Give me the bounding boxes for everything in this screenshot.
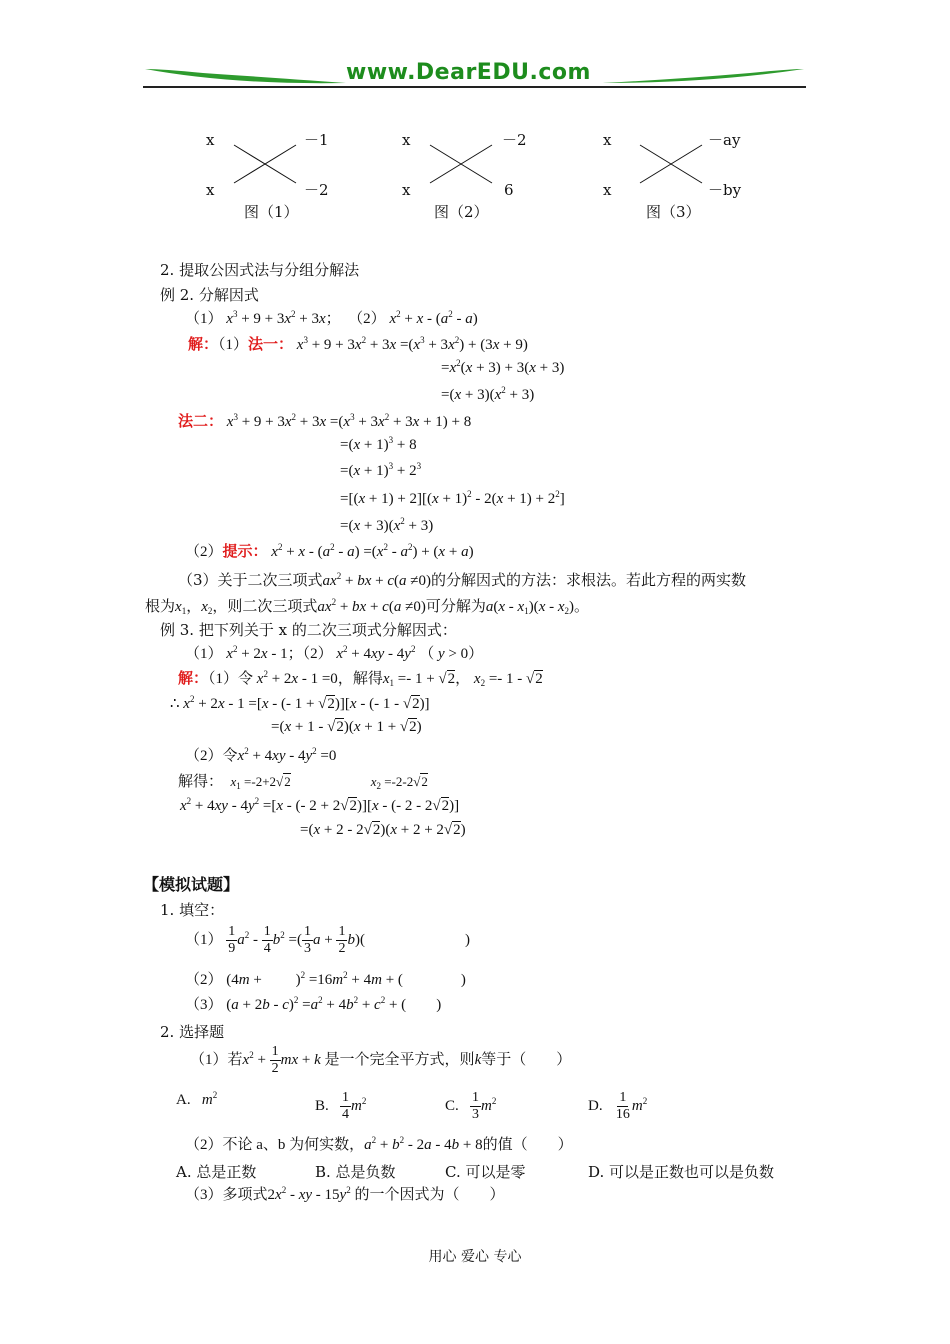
site-logo: www.DearEDU.com [346, 60, 591, 85]
fill-item-2: （2） $(4m + )^2 =16m^2 + 4m$ + ( ) [185, 970, 466, 988]
diagram-label: x [603, 131, 612, 149]
text: 可分解为 [425, 597, 486, 615]
choice-question-2: （2）不论 a、b 为何实数，$a^2 + b^2 - 2a - 4b + 8$的值（ ） [185, 1135, 573, 1153]
text: ，解得 [337, 671, 383, 687]
method-two-line-4: $=[(x + 1) + 2][(x + 1)^2 - 2(x + 1) + 2^2]$ [340, 489, 565, 507]
cross-lines [232, 143, 298, 185]
text: 等于（ ） [481, 1051, 572, 1068]
text: ，则二次三项式 [212, 597, 318, 615]
diagram-label: －ay [708, 131, 741, 149]
text: 的值（ ） [482, 1137, 573, 1153]
solution-line-2: $=x^2(x + 3) + 3(x + 3)$ [441, 358, 565, 376]
method-two-line-5: $=(x + 3)(x^2 + 3)$ [340, 516, 434, 534]
text: （3）关于二次三项式 [178, 571, 323, 589]
fill-item-1: （1） $\frac{1}{9}$ $a^2$ - $\frac{1}{4}$ $b^2$ =( $\frac{1}{3}$ a + $\frac{1}{2}$ b)( ) [185, 924, 470, 956]
method-two-label: 法二： [178, 414, 224, 430]
diagram-label: x [206, 131, 215, 149]
header-swoosh-right [600, 63, 806, 87]
choice-q1-option-c[interactable]: C. $\frac{1}{3}$ $m^2$ [445, 1090, 497, 1122]
problem-line: （1） $x^3 + 9 + 3x^2 + 3x$； （2） $x^2 + x - (a^2 - a)$ [185, 309, 478, 327]
diagram-caption: 图（2） [434, 203, 489, 221]
diagram-label: －1 [304, 131, 329, 149]
diagram-label: 6 [504, 181, 514, 199]
choice-q2-option-a[interactable]: A. 总是正数 [176, 1163, 257, 1181]
cross-lines [638, 143, 704, 185]
text: （1）令 [208, 671, 254, 687]
choice-q2-option-d[interactable]: D. 可以是正数也可以是负数 [588, 1163, 775, 1181]
diagram-label: －2 [304, 181, 329, 199]
section-heading: 2. 提取公因式法与分组分解法 [160, 261, 360, 279]
diagram-caption: 图（1） [244, 203, 299, 221]
example-heading: 例 2. 分解因式 [160, 286, 259, 304]
example-3-heading: 例 3. 把下列关于 x 的二次三项式分解因式： [160, 621, 457, 639]
fill-item-3: （3） $(a + 2b - c)^2 =a^2 + 4b^2 + c^2$ + ( ) [185, 995, 442, 1013]
choice-question-3: （3）多项式$2x^2$ - xy - $15y^2$ 的一个因式为（ ） [185, 1185, 505, 1203]
choice-q1-option-b[interactable]: B. $\frac{1}{4}$ $m^2$ [315, 1090, 367, 1122]
method-two-line-3: $=(x + 1)^3 + 2^3$ [340, 461, 422, 479]
method-two-line-1: 法二： $x^3 + 9 + 3x^2 + 3x =(x^3 + 3x^2 + 3x + 1) + 8$ [178, 412, 472, 430]
text: 根为 [145, 597, 176, 615]
diagram-label: －by [708, 181, 742, 199]
example-3-solution-4: （2）令$x^2 + 4xy - 4y^2 =0$ [185, 746, 337, 764]
diagram-label: x [402, 181, 411, 199]
example-3-problems: （1） $x^2 + 2x - 1$；（2） $x^2 + 4xy - 4y^2$ （ y > 0） [185, 644, 484, 662]
paragraph-3-line-2: 根为$x_1$，$x_2$，则二次三项式$ax^2$ + bx + c(a ≠0)可分解为$a(x - x_1)(x - x_2)$。 [145, 597, 590, 616]
example-3-solution-5: 解得： $x_1 =-2+2√2$ $x_2 =-2-2√2$ [178, 774, 428, 791]
text: 解得： [178, 774, 224, 790]
choice-q2-option-c[interactable]: C. 可以是零 [445, 1163, 526, 1181]
fill-blank-heading: 1. 填空： [160, 901, 225, 919]
text: 是一个完全平方式，则 [324, 1051, 475, 1068]
cross-lines [428, 143, 494, 185]
text: （3）多项式 [185, 1187, 268, 1203]
diagram-label: x [402, 131, 411, 149]
choice-question-1: （1）若$x^2$ + $\frac{1}{2}$ mx + k 是一个完全平方式，则k等于（ ） [190, 1044, 572, 1076]
diagram-label: x [603, 181, 612, 199]
text: （2）令 [185, 748, 238, 764]
choice-q2-option-b[interactable]: B. 总是负数 [315, 1163, 396, 1181]
choice-q1-option-a[interactable]: A. $m^2$ [176, 1090, 218, 1108]
hint-line: （2）提示： $x^2 + x - (a^2 - a) =(x^2 - a^2) + (x + a)$ [185, 542, 474, 560]
example-3-solution-1: 解：（1）令 $x^2 + 2x - 1 =0$，解得$x_1 =- 1 + √2$， $x_2 =- 1 - √2$ [178, 669, 543, 688]
text: 的分解因式的方法：求根法。若此方程的两实数 [430, 571, 746, 589]
paragraph-3-line-1: （3）关于二次三项式$ax^2$ + bx + c(a ≠0)的分解因式的方法：求根法。若此方程的两实数 [178, 571, 746, 589]
diagram-label: x [206, 181, 215, 199]
jie-label: 解： [178, 671, 209, 687]
jie-label: 解： [188, 337, 219, 353]
example-3-solution-7: =(x + 2 - 2√2)(x + 2 + 2√2) [300, 822, 466, 838]
diagram-caption: 图（3） [646, 203, 701, 221]
diagram-label: －2 [502, 131, 527, 149]
example-3-solution-2: ∴ $x^2 + 2x - 1 =[x$ - (- 1 + √2)][x - (- 1 - √2)] [170, 694, 430, 712]
method-one-label: 法一： [248, 337, 294, 353]
method-two-line-2: $=(x + 1)^3 + 8$ [340, 435, 417, 453]
choice-heading: 2. 选择题 [160, 1023, 225, 1041]
header-rule [143, 86, 806, 88]
page-footer: 用心 爱心 专心 [428, 1249, 522, 1265]
example-3-solution-3: =(x + 1 - √2)(x + 1 + √2) [271, 719, 422, 735]
hint-label: 提示： [222, 544, 268, 560]
choice-q1-option-d[interactable]: D. $\frac{1}{16}$ $m^2$ [588, 1090, 648, 1122]
solution-line-3: $=(x + 3)(x^2 + 3)$ [441, 385, 535, 403]
text: （2）不论 a、b 为何实数， [185, 1137, 365, 1153]
solution-line-1: 解：（1）法一： $x^3 + 9 + 3x^2 + 3x =(x^3 + 3x^2) + (3x + 9)$ [188, 335, 528, 353]
text: 的一个因式为（ ） [354, 1187, 505, 1203]
hint-prefix: （2） [185, 544, 223, 560]
example-3-solution-6: $x^2 + 4xy - 4y^2 =[x$ - (- 2 + 2√2)][x - (- 2 - 2√2)] [180, 796, 460, 814]
text: （1）若 [190, 1051, 243, 1068]
header-swoosh-left [143, 63, 348, 87]
mock-test-title: 【模拟试题】 [143, 875, 240, 894]
